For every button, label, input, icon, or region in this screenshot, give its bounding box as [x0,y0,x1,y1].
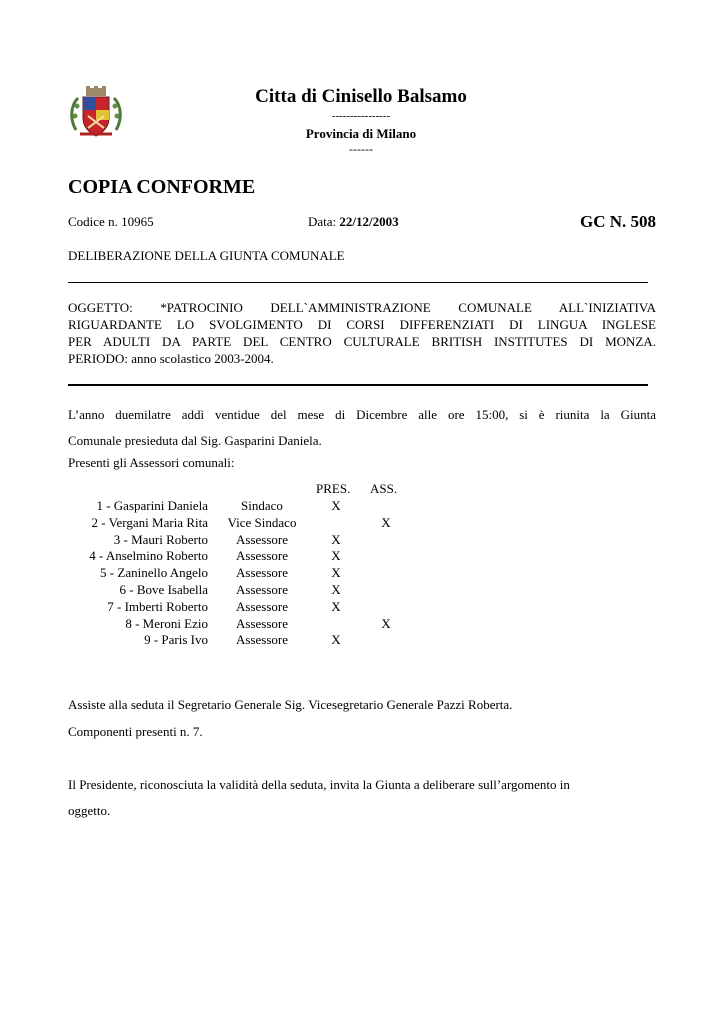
date-label: Data: [308,214,337,229]
member-name: 4 - Anselmino Roberto [89,548,208,564]
gc-number: GC N. 508 [579,212,656,231]
pres-mark: X [331,582,341,597]
column-header-ass: ASS. [370,481,398,496]
subject-line: OGGETTO: *PATROCINIO DELL`AMMINISTRAZIONE COMUNALE ALL`INIZIATIVA [68,300,656,315]
pres-mark: X [331,632,341,648]
presenti-label: Presenti gli Assessori comunali: [68,455,235,470]
date-value: 22/12/2003 [339,214,399,229]
member-name: 3 - Mauri Roberto [113,531,208,547]
table-row [68,565,468,582]
document-date [308,214,399,230]
subject-block [68,299,656,367]
city-coat-of-arms-icon [68,86,124,142]
table-row [68,498,468,515]
table-row [68,632,468,649]
member-name: 9 - Paris Ivo [144,632,208,648]
member-name: 8 - Meroni Ezio [125,615,208,631]
president-line: Il Presidente, riconosciuta la validità della seduta, invita la Giunta a deliberare sull’argomento in [68,777,570,792]
ass-mark: X [381,514,391,530]
divider [68,282,648,283]
table-row [68,616,468,633]
member-role: Sindaco [241,498,283,513]
table-row [68,515,468,532]
member-role: Assessore [236,632,288,648]
subject-line: PERIODO: anno scolastico 2003-2004. [68,351,274,366]
ass-mark: X [381,615,391,631]
member-role: Vice Sindaco [227,514,297,530]
member-role: Assessore [236,615,288,631]
pres-mark: X [331,531,341,547]
member-name: 1 - Gasparini Daniela [96,498,208,513]
document-title: COPIA CONFORME [68,176,256,198]
document-meta [68,212,656,234]
header-separator: ---------------- [331,110,391,122]
intro-paragraph [68,402,656,454]
subject-line: PER ADULTI DA PARTE DEL CENTRO CULTURALE BRITISH INSTITUTES DI MONZA. [68,334,656,349]
pres-mark: X [331,498,341,513]
column-header-pres: PRES. [316,481,351,496]
codice-number: Codice n. 10965 [68,214,154,229]
president-paragraph [68,772,656,824]
member-role: Assessore [236,548,288,564]
member-name: 6 - Bove Isabella [119,582,208,597]
member-name: 2 - Vergani Maria Rita [91,514,208,530]
header-separator-short: ------ [349,142,373,156]
deliberation-heading: DELIBERAZIONE DELLA GIUNTA COMUNALE [68,248,345,263]
intro-line: L’anno duemilatre addì ventidue del mese di Dicembre alle ore 15:00, si è riunita la Giunta [68,407,656,422]
table-row [68,532,468,549]
member-role: Assessore [236,582,288,597]
member-name: 7 - Imberti Roberto [107,598,208,614]
province-name: Provincia di Milano [305,126,417,141]
member-name: 5 - Zaninello Angelo [100,565,208,581]
table-row [68,548,468,565]
member-role: Assessore [236,598,288,614]
pres-mark: X [331,598,341,614]
subject-line: RIGUARDANTE LO SVOLGIMENTO DI CORSI DIFFERENZIATI DI LINGUA INGLESE [68,317,656,332]
president-line: oggetto. [68,803,111,818]
intro-line: Comunale presieduta dal Sig. Gasparini Daniela. [68,433,322,448]
city-name: Citta di Cinisello Balsamo [255,86,467,107]
member-role: Assessore [236,565,288,581]
pres-mark: X [331,565,341,581]
members-count: Componenti presenti n. 7. [68,724,203,739]
divider-thick [68,384,648,386]
table-row [68,599,468,616]
member-role: Assessore [236,531,288,547]
table-row [68,582,468,599]
secretary-statement: Assiste alla seduta il Segretario Generale Sig. Vicesegretario Generale Pazzi Roberta. [68,697,513,712]
pres-mark: X [331,548,341,564]
